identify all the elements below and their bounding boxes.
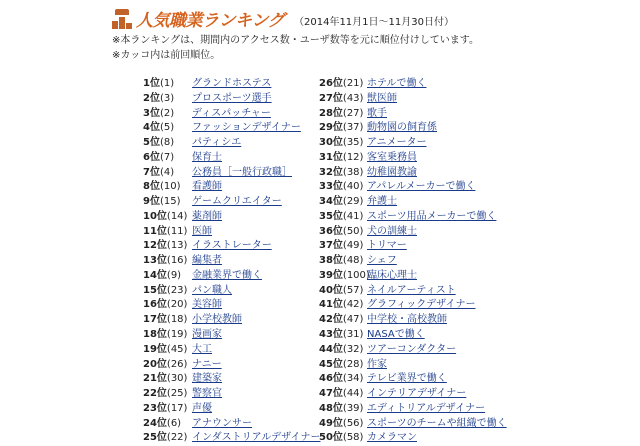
ranking-row xyxy=(319,136,507,151)
previous-rank: (35) xyxy=(342,137,364,149)
rank-position: 19位 xyxy=(143,343,167,355)
rank-number xyxy=(319,254,367,269)
page-header xyxy=(112,6,454,31)
job-link[interactable]: ホテルで働く xyxy=(367,78,427,89)
ranking-row xyxy=(143,92,321,107)
previous-rank: (29) xyxy=(342,196,364,208)
rank-position: 26位 xyxy=(319,78,343,89)
job-link[interactable]: グランドホステス xyxy=(192,78,272,89)
rank-number xyxy=(319,77,367,92)
ranking-row xyxy=(319,180,507,195)
ranking-row xyxy=(319,77,507,92)
previous-rank: (20) xyxy=(166,299,188,311)
previous-rank: (57) xyxy=(342,284,364,296)
rank-number xyxy=(319,166,367,181)
rank-number xyxy=(143,269,192,284)
rank-number xyxy=(319,284,367,299)
ranking-row xyxy=(319,121,507,136)
ranking-row xyxy=(143,121,321,136)
rank-number xyxy=(319,92,367,107)
ranking-note: ※本ランキングは、期間内のアクセス数・ユーザ数等を元に順位付けしています。 xyxy=(112,35,479,46)
ranking-period: （2014年11月1日～11月30日付） xyxy=(294,17,454,28)
previous-rank: (10) xyxy=(159,181,181,193)
job-link[interactable]: アニメーター xyxy=(367,137,427,149)
rank-position: 6位 xyxy=(143,151,160,163)
rank-number xyxy=(319,225,367,240)
ranking-list-left xyxy=(143,77,321,446)
rank-position: 49位 xyxy=(319,417,343,429)
previous-rank: (18) xyxy=(166,314,188,326)
rank-position: 38位 xyxy=(319,255,343,267)
rank-position: 47位 xyxy=(319,388,343,400)
ranking-row xyxy=(143,298,321,313)
job-link[interactable]: 美容師 xyxy=(192,299,222,311)
rank-position: 20位 xyxy=(143,358,167,370)
ranking-row xyxy=(143,195,321,210)
previous-rank: (42) xyxy=(342,299,364,311)
ranking-row xyxy=(319,195,507,210)
job-link[interactable]: パティシエ xyxy=(192,137,242,149)
job-link[interactable]: 金融業界で働く xyxy=(192,269,262,281)
job-link[interactable]: グラフィックデザイナー xyxy=(367,299,476,311)
rank-position: 9位 xyxy=(143,196,160,208)
job-link[interactable]: 歌手 xyxy=(367,107,387,119)
previous-rank: (12) xyxy=(342,151,364,163)
rank-position: 24位 xyxy=(143,417,167,429)
rank-number xyxy=(143,298,192,313)
job-link[interactable]: ネイルアーティスト xyxy=(367,284,456,296)
previous-rank: (7) xyxy=(159,151,175,163)
previous-rank: (3) xyxy=(159,92,175,104)
job-link[interactable]: パン職人 xyxy=(192,284,232,296)
job-link[interactable]: ツアーコンダクター xyxy=(367,343,457,355)
job-link[interactable]: 公務員［一般行政職］ xyxy=(192,166,292,178)
rank-number xyxy=(143,151,192,166)
rank-number xyxy=(143,121,192,136)
previous-rank: (9) xyxy=(166,269,182,281)
ranking-row xyxy=(143,166,321,181)
rank-number xyxy=(319,298,367,313)
ranking-row xyxy=(143,136,321,151)
ranking-row xyxy=(143,151,321,166)
job-link[interactable]: アパレルメーカーで働く xyxy=(367,181,476,193)
previous-rank: (23) xyxy=(166,284,188,296)
rank-number xyxy=(143,402,192,417)
ranking-row xyxy=(319,107,507,122)
ranking-row xyxy=(319,269,507,284)
rank-position: 17位 xyxy=(143,314,167,326)
rank-number xyxy=(143,431,192,446)
previous-rank: (4) xyxy=(159,166,175,178)
rank-number xyxy=(319,239,367,254)
previous-rank: (56) xyxy=(342,417,364,429)
ranking-list-right xyxy=(319,77,507,446)
rank-number xyxy=(143,284,192,299)
previous-rank: (27) xyxy=(342,107,364,119)
rank-position: 11位 xyxy=(143,225,167,237)
ranking-row xyxy=(319,402,507,417)
ranking-crown-icon xyxy=(112,9,132,29)
rank-number xyxy=(143,358,192,373)
rank-position: 7位 xyxy=(143,166,160,178)
rank-number xyxy=(143,254,192,269)
rank-number xyxy=(319,210,367,225)
rank-number xyxy=(319,372,367,387)
job-link[interactable]: 保育士 xyxy=(192,151,222,163)
previous-rank: (11) xyxy=(166,225,188,237)
ranking-row xyxy=(143,387,321,402)
rank-position: 29位 xyxy=(319,122,343,134)
previous-rank: (5) xyxy=(159,122,175,134)
ranking-row xyxy=(143,313,321,328)
previous-rank: (39) xyxy=(342,402,364,414)
rank-position: 18位 xyxy=(143,329,167,341)
ranking-row xyxy=(319,298,507,313)
rank-position: 13位 xyxy=(143,255,167,267)
rank-position: 40位 xyxy=(319,284,343,296)
previous-rank: (40) xyxy=(342,181,364,193)
ranking-row xyxy=(143,210,321,225)
previous-rank: (26) xyxy=(166,358,188,370)
job-link[interactable]: エディトリアルデザイナー xyxy=(367,402,486,414)
ranking-row xyxy=(319,166,507,181)
previous-rank: (21) xyxy=(342,78,364,89)
job-link[interactable]: 看護師 xyxy=(192,181,222,193)
ranking-row xyxy=(319,417,507,432)
previous-rank: (30) xyxy=(166,373,188,385)
previous-rank: (22) xyxy=(166,432,188,444)
rank-position: 16位 xyxy=(143,299,167,311)
job-link[interactable]: 建築家 xyxy=(192,373,222,385)
job-link[interactable]: 幼稚園教諭 xyxy=(367,166,417,178)
rank-position: 23位 xyxy=(143,402,167,414)
ranking-row xyxy=(319,225,507,240)
previous-rank: (6) xyxy=(166,417,182,429)
rank-number xyxy=(319,195,367,210)
ranking-row xyxy=(319,239,507,254)
rank-position: 45位 xyxy=(319,358,343,370)
rank-number xyxy=(143,313,192,328)
job-link[interactable]: 動物園の飼育係 xyxy=(367,122,437,134)
previous-rank: (47) xyxy=(342,314,364,326)
rank-number xyxy=(319,328,367,343)
rank-position: 8位 xyxy=(143,181,160,193)
rank-position: 37位 xyxy=(319,240,343,252)
job-link[interactable]: 漫画家 xyxy=(192,329,222,341)
rank-position: 39位 xyxy=(319,269,343,281)
rank-number xyxy=(143,417,192,432)
previous-rank: (13) xyxy=(166,240,188,252)
ranking-row xyxy=(319,151,507,166)
job-link[interactable]: 犬の訓練士 xyxy=(367,225,417,237)
ranking-row xyxy=(143,358,321,373)
previous-rank: (15) xyxy=(159,196,181,208)
rank-position: 10位 xyxy=(143,210,167,222)
ranking-row xyxy=(319,387,507,402)
rank-position: 48位 xyxy=(319,402,343,414)
ranking-row xyxy=(319,328,507,343)
ranking-row xyxy=(143,225,321,240)
ranking-row xyxy=(143,431,321,446)
previous-rank: (49) xyxy=(342,240,364,252)
previous-rank: (19) xyxy=(166,329,188,341)
ranking-row xyxy=(143,417,321,432)
previous-rank: (48) xyxy=(342,255,364,267)
ranking-row xyxy=(319,372,507,387)
job-link[interactable]: インテリアデザイナー xyxy=(367,388,467,400)
job-link[interactable]: イラストレーター xyxy=(192,240,272,252)
previous-rank: (17) xyxy=(166,402,188,414)
ranking-row xyxy=(143,343,321,358)
rank-number xyxy=(319,121,367,136)
ranking-row xyxy=(143,284,321,299)
ranking-row xyxy=(319,343,507,358)
previous-rank: (16) xyxy=(166,255,188,267)
rank-number xyxy=(143,372,192,387)
job-link[interactable]: 弁護士 xyxy=(367,196,397,208)
previous-rank: (31) xyxy=(342,329,364,341)
previous-rank: (28) xyxy=(342,358,364,370)
job-link[interactable]: テレビ業界で働く xyxy=(367,373,447,385)
rank-position: 30位 xyxy=(319,137,343,149)
ranking-row xyxy=(143,269,321,284)
rank-position: 35位 xyxy=(319,210,343,222)
job-link[interactable]: カメラマン xyxy=(367,432,417,444)
rank-position: 14位 xyxy=(143,269,167,281)
previous-rank: (58) xyxy=(342,432,364,444)
rank-position: 4位 xyxy=(143,122,160,134)
rank-number xyxy=(143,387,192,402)
rank-position: 15位 xyxy=(143,284,167,296)
rank-position: 2位 xyxy=(143,92,160,104)
ranking-row xyxy=(319,431,507,446)
ranking-row xyxy=(319,210,507,225)
rank-number xyxy=(319,136,367,151)
rank-number xyxy=(143,239,192,254)
job-link[interactable]: 声優 xyxy=(192,402,212,414)
rank-number xyxy=(143,92,192,107)
job-link[interactable]: プロスポーツ選手 xyxy=(192,92,272,104)
ranking-row xyxy=(143,180,321,195)
rank-number xyxy=(319,417,367,432)
ranking-row xyxy=(319,92,507,107)
rank-position: 43位 xyxy=(319,329,343,341)
rank-number xyxy=(143,210,192,225)
ranking-row xyxy=(143,254,321,269)
rank-position: 5位 xyxy=(143,137,160,149)
previous-rank: (37) xyxy=(342,122,364,134)
rank-position: 32位 xyxy=(319,166,343,178)
job-link[interactable]: ファッションデザイナー xyxy=(192,122,301,134)
previous-rank: (43) xyxy=(342,92,364,104)
job-link[interactable]: 医師 xyxy=(192,225,212,237)
rank-position: 27位 xyxy=(319,92,343,104)
job-link[interactable]: スポーツ用品メーカーで働く xyxy=(367,210,497,222)
rank-number xyxy=(143,180,192,195)
previous-rank: (14) xyxy=(166,210,188,222)
rank-number xyxy=(143,107,192,122)
rank-position: 28位 xyxy=(319,107,343,119)
ranking-row xyxy=(143,328,321,343)
rank-number xyxy=(143,166,192,181)
job-link[interactable]: 臨床心理士 xyxy=(367,269,417,281)
rank-position: 42位 xyxy=(319,314,343,326)
rank-position: 3位 xyxy=(143,107,160,119)
job-link[interactable]: アナウンサー xyxy=(192,417,252,429)
rank-position: 50位 xyxy=(319,432,343,444)
previous-rank: (41) xyxy=(342,210,364,222)
job-link[interactable]: 警察官 xyxy=(192,388,222,400)
rank-position: 44位 xyxy=(319,343,343,355)
rank-position: 46位 xyxy=(319,373,343,385)
rank-number xyxy=(319,313,367,328)
rank-number xyxy=(319,269,370,284)
rank-position: 34位 xyxy=(319,196,343,208)
ranking-row xyxy=(319,254,507,269)
previous-rank-note: ※カッコ内は前回順位。 xyxy=(112,50,221,61)
job-link[interactable]: 獣医師 xyxy=(367,92,397,104)
rank-number xyxy=(143,195,192,210)
job-link[interactable]: スポーツのチームや組織で働く xyxy=(367,417,507,429)
previous-rank: (38) xyxy=(342,166,364,178)
rank-position: 36位 xyxy=(319,225,343,237)
job-link[interactable]: 大工 xyxy=(192,343,212,355)
job-link[interactable]: 編集者 xyxy=(192,255,222,267)
ranking-row xyxy=(143,239,321,254)
rank-number xyxy=(319,402,367,417)
job-link[interactable]: ナニー xyxy=(192,358,222,370)
rank-position: 41位 xyxy=(319,299,343,311)
job-link[interactable]: ディスパッチャー xyxy=(192,107,271,119)
job-link[interactable]: 作家 xyxy=(367,358,387,370)
rank-position: 33位 xyxy=(319,181,343,193)
previous-rank: (44) xyxy=(342,388,364,400)
previous-rank: (32) xyxy=(342,343,364,355)
ranking-row xyxy=(143,372,321,387)
rank-position: 31位 xyxy=(319,151,343,163)
ranking-row xyxy=(143,107,321,122)
rank-position: 21位 xyxy=(143,373,167,385)
job-link[interactable]: 客室乗務員 xyxy=(367,151,417,163)
ranking-row xyxy=(319,313,507,328)
rank-number xyxy=(143,328,192,343)
job-link[interactable]: 薬剤師 xyxy=(192,210,222,222)
job-link[interactable]: ゲームクリエイター xyxy=(192,196,282,208)
job-link[interactable]: シェフ xyxy=(367,255,397,267)
job-link[interactable]: インダストリアルデザイナー xyxy=(192,432,321,444)
rank-number xyxy=(143,77,192,92)
rank-number xyxy=(319,180,367,195)
ranking-row xyxy=(143,402,321,417)
previous-rank: (25) xyxy=(166,388,188,400)
ranking-row xyxy=(143,77,321,92)
ranking-row xyxy=(319,358,507,373)
rank-position: 25位 xyxy=(143,432,167,444)
rank-position: 12位 xyxy=(143,240,167,252)
rank-number xyxy=(319,387,367,402)
job-link[interactable]: トリマー xyxy=(367,240,407,252)
rank-number xyxy=(319,358,367,373)
previous-rank: (8) xyxy=(159,137,175,149)
rank-number xyxy=(319,151,367,166)
job-link[interactable]: 小学校教師 xyxy=(192,314,242,326)
rank-number xyxy=(143,343,192,358)
rank-number xyxy=(143,225,192,240)
rank-number xyxy=(319,107,367,122)
page-title: 人気職業ランキング xyxy=(136,11,284,31)
job-link[interactable]: 中学校・高校教師 xyxy=(367,314,447,326)
previous-rank: (1) xyxy=(159,78,175,89)
rank-number xyxy=(143,136,192,151)
previous-rank: (100) xyxy=(342,269,370,281)
rank-position: 22位 xyxy=(143,388,167,400)
rank-position: 1位 xyxy=(143,78,160,89)
ranking-row xyxy=(319,284,507,299)
previous-rank: (45) xyxy=(166,343,188,355)
previous-rank: (2) xyxy=(159,107,175,119)
rank-number xyxy=(319,343,367,358)
rank-number xyxy=(319,431,367,446)
previous-rank: (34) xyxy=(342,373,364,385)
job-link[interactable]: NASAで働く xyxy=(367,329,425,341)
previous-rank: (50) xyxy=(342,225,364,237)
